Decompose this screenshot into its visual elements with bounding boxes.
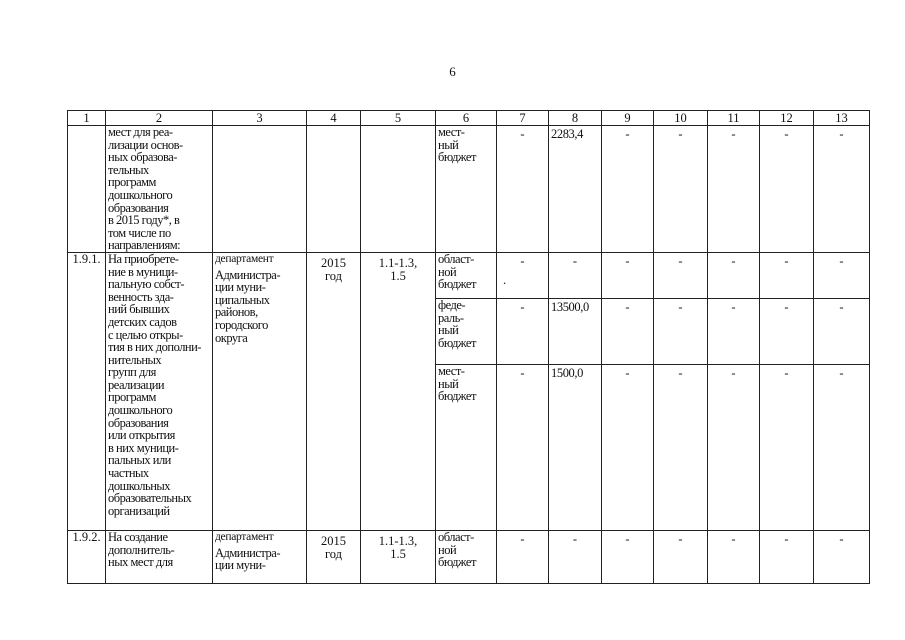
funding-value	[497, 252, 549, 298]
implementation-period: 2015 год	[307, 530, 361, 583]
funding-value: -	[760, 530, 814, 583]
funding-source: мест- ный бюджет	[436, 364, 497, 530]
measure-description: На приобрете- ние в муници- пальную собст- венность зда- ний бывших детских садов с целью откры- тия в них дополни- нительных групп для реализации программ дошкольного образования или открытия в них муници- пальных или частных дошкольных образовательных организаций	[106, 252, 213, 530]
indicator-reference	[361, 126, 436, 253]
funding-value: -	[602, 252, 654, 298]
funding-value: -	[814, 364, 870, 530]
item-number	[68, 126, 106, 253]
header-row	[68, 111, 870, 126]
column-number: 7	[497, 111, 549, 126]
funding-value: -	[497, 126, 549, 253]
funding-value: -	[654, 126, 708, 253]
funding-value: -	[602, 364, 654, 530]
funding-value-dash: -	[520, 253, 525, 268]
stray-mark: .	[503, 272, 507, 287]
item-number: 1.9.1.	[68, 252, 106, 530]
funding-value: -	[708, 364, 760, 530]
funding-value: 1500,0	[549, 364, 602, 530]
table-row	[68, 126, 870, 253]
funding-value: -	[602, 530, 654, 583]
column-number: 1	[68, 111, 106, 126]
funding-value: -	[814, 126, 870, 253]
funding-value: -	[654, 252, 708, 298]
indicator-reference: 1.1-1.3, 1.5	[361, 530, 436, 583]
column-number: 6	[436, 111, 497, 126]
implementation-period	[307, 126, 361, 253]
column-number: 9	[602, 111, 654, 126]
column-number: 12	[760, 111, 814, 126]
responsible-executor	[213, 530, 307, 583]
funding-value: -	[708, 126, 760, 253]
funding-value: -	[814, 530, 870, 583]
funding-value: -	[497, 530, 549, 583]
funding-value: -	[654, 530, 708, 583]
responsible-executor	[213, 126, 307, 253]
funding-value: -	[760, 126, 814, 253]
column-number: 3	[213, 111, 307, 126]
funding-value: -	[602, 126, 654, 253]
funding-value: -	[708, 530, 760, 583]
funding-value: -	[497, 364, 549, 530]
funding-source: област- ной бюджет	[436, 530, 497, 583]
funding-value: -	[708, 298, 760, 364]
funding-value: -	[497, 298, 549, 364]
executor-administrations: Администра- ции муни- ципальных районов, городского округа	[215, 267, 280, 345]
budget-table	[67, 110, 870, 584]
column-number: 4	[307, 111, 361, 126]
column-number: 13	[814, 111, 870, 126]
column-number: 5	[361, 111, 436, 126]
funding-value: 2283,4	[549, 126, 602, 253]
measure-description: мест для реа- лизации основ- ных образова- тельных программ дошкольного образования в 2015 году*, в том числе по направлениям:	[106, 126, 213, 253]
table-row	[68, 530, 870, 583]
funding-value: -	[760, 298, 814, 364]
funding-value: -	[708, 252, 760, 298]
column-number: 10	[654, 111, 708, 126]
measure-description: На создание дополнитель- ных мест для	[106, 530, 213, 583]
funding-value: -	[814, 252, 870, 298]
funding-value: -	[602, 298, 654, 364]
funding-value: -	[760, 364, 814, 530]
funding-value: -	[760, 252, 814, 298]
funding-value: -	[654, 298, 708, 364]
funding-source: феде- раль- ный бюджет	[436, 298, 497, 364]
implementation-period: 2015 год	[307, 252, 361, 530]
page-number: 6	[449, 64, 456, 79]
funding-value: -	[549, 530, 602, 583]
funding-value: -	[549, 252, 602, 298]
funding-value: 13500,0	[549, 298, 602, 364]
item-number: 1.9.2.	[68, 530, 106, 583]
funding-source: област- ной бюджет	[436, 252, 497, 298]
column-number: 2	[106, 111, 213, 126]
executor-administrations: Администра- ции муни-	[215, 545, 280, 573]
funding-value: -	[654, 364, 708, 530]
executor-department: департамент	[215, 530, 274, 543]
funding-source: мест- ный бюджет	[436, 126, 497, 253]
responsible-executor	[213, 252, 307, 530]
column-number: 11	[708, 111, 760, 126]
table-row	[68, 252, 870, 298]
column-number: 8	[549, 111, 602, 126]
indicator-reference: 1.1-1.3, 1.5	[361, 252, 436, 530]
funding-value: -	[814, 298, 870, 364]
executor-department: департамент	[215, 252, 274, 265]
